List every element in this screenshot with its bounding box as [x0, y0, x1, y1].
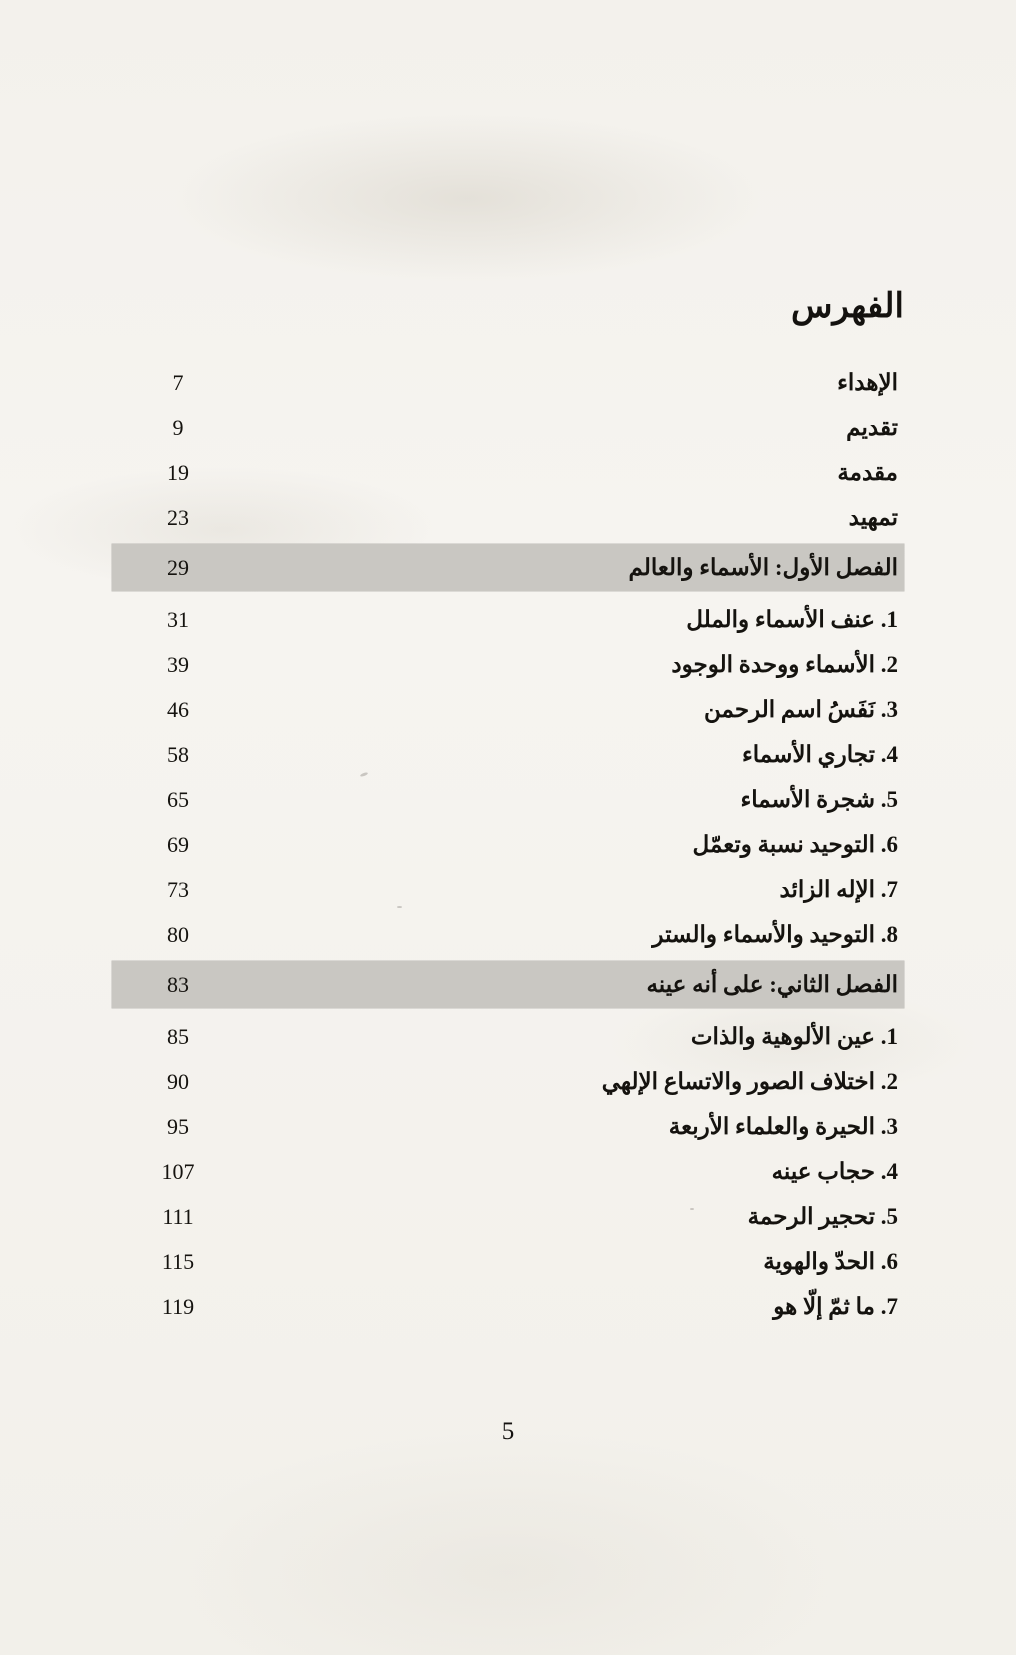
toc-entry-label: 1. عنف الأسماء والملل: [686, 606, 898, 632]
list-item: [112, 642, 904, 687]
chapter-heading-row: [112, 961, 904, 1008]
toc-entry-page: 39: [167, 651, 189, 677]
toc-entry-label: تمهيد: [848, 504, 898, 530]
toc-entry-page: 90: [167, 1068, 189, 1094]
list-item: [112, 822, 904, 867]
toc-entry-page: 46: [167, 696, 189, 722]
toc-entry-page: 23: [167, 504, 189, 530]
toc-entry-page: 65: [167, 786, 189, 812]
toc-entry-label: 2. الأسماء ووحدة الوجود: [671, 651, 898, 677]
list-item: [112, 405, 904, 450]
list-item: [112, 1059, 904, 1104]
toc-entry-page: 107: [161, 1158, 195, 1184]
toc-chapter-one: [112, 544, 904, 957]
toc-entry-label: 7. ما ثمّ إلّا هو: [773, 1293, 898, 1319]
toc-entry-label: 8. التوحيد والأسماء والستر: [652, 921, 898, 947]
toc-chapter-two: [112, 961, 904, 1329]
chapter-heading-page: 83: [167, 971, 189, 997]
toc-entry-label: 5. تحجير الرحمة: [747, 1203, 898, 1229]
toc-entry-label: 4. حجاب عينه: [771, 1158, 898, 1184]
list-item: [112, 867, 904, 912]
toc-entry-label: 6. الحدّ والهوية: [763, 1248, 898, 1274]
toc-entry-page: 119: [161, 1293, 195, 1319]
toc-entry-page: 115: [161, 1248, 195, 1274]
toc-entry-page: 111: [162, 1203, 194, 1229]
list-item: [112, 1149, 904, 1194]
list-item: [112, 597, 904, 642]
chapter-heading-page: 29: [167, 554, 189, 580]
toc-entry-page: 58: [167, 741, 189, 767]
list-item: [112, 495, 904, 540]
toc-entry-label: 2. اختلاف الصور والاتساع الإلهي: [601, 1068, 898, 1094]
list-item: [112, 912, 904, 957]
list-item: [112, 450, 904, 495]
list-item: [112, 687, 904, 732]
toc-entry-page: 19: [167, 459, 189, 485]
toc-entry-label: 6. التوحيد نسبة وتعمّل: [692, 831, 898, 857]
toc-entry-page: 73: [167, 876, 189, 902]
toc-front-matter-list: [112, 360, 904, 540]
list-item: [112, 360, 904, 405]
list-item: [112, 1239, 904, 1284]
list-item: [112, 1104, 904, 1149]
toc-entry-label: 3. نَفَسُ اسم الرحمن: [704, 696, 898, 722]
toc-entry-label: تقديم: [846, 414, 898, 440]
chapter-heading-label: الفصل الأول: الأسماء والعالم: [628, 554, 898, 580]
list-item: [112, 1284, 904, 1329]
page-number: 5: [501, 1418, 515, 1445]
toc-entry-page: 9: [172, 414, 184, 440]
toc-entry-label: 3. الحيرة والعلماء الأربعة: [668, 1113, 898, 1139]
toc-entry-page: 31: [167, 606, 189, 632]
toc-entry-label: 1. عين الألوهية والذات: [690, 1023, 898, 1049]
toc-entry-page: 85: [167, 1023, 189, 1049]
chapter-heading-label: الفصل الثاني: على أنه عينه: [646, 971, 898, 997]
toc-entry-label: الإهداء: [837, 369, 898, 395]
list-item: [112, 1014, 904, 1059]
toc-entry-page: 80: [167, 921, 189, 947]
toc-entry-page: 95: [167, 1113, 189, 1139]
list-item: [112, 1194, 904, 1239]
toc-entry-label: 4. تجاري الأسماء: [741, 741, 898, 767]
toc-entry-page: 7: [172, 369, 184, 395]
toc-entry-label: 7. الإله الزائد: [779, 876, 898, 902]
list-item: [112, 777, 904, 822]
toc-entry-label: 5. شجرة الأسماء: [740, 786, 898, 812]
toc-entry-page: 69: [167, 831, 189, 857]
toc-entry-label: مقدمة: [837, 459, 898, 485]
table-of-contents: [112, 286, 904, 1329]
page-title: الفهرس: [791, 288, 904, 325]
list-item: [112, 732, 904, 777]
chapter-heading-row: [112, 544, 904, 591]
